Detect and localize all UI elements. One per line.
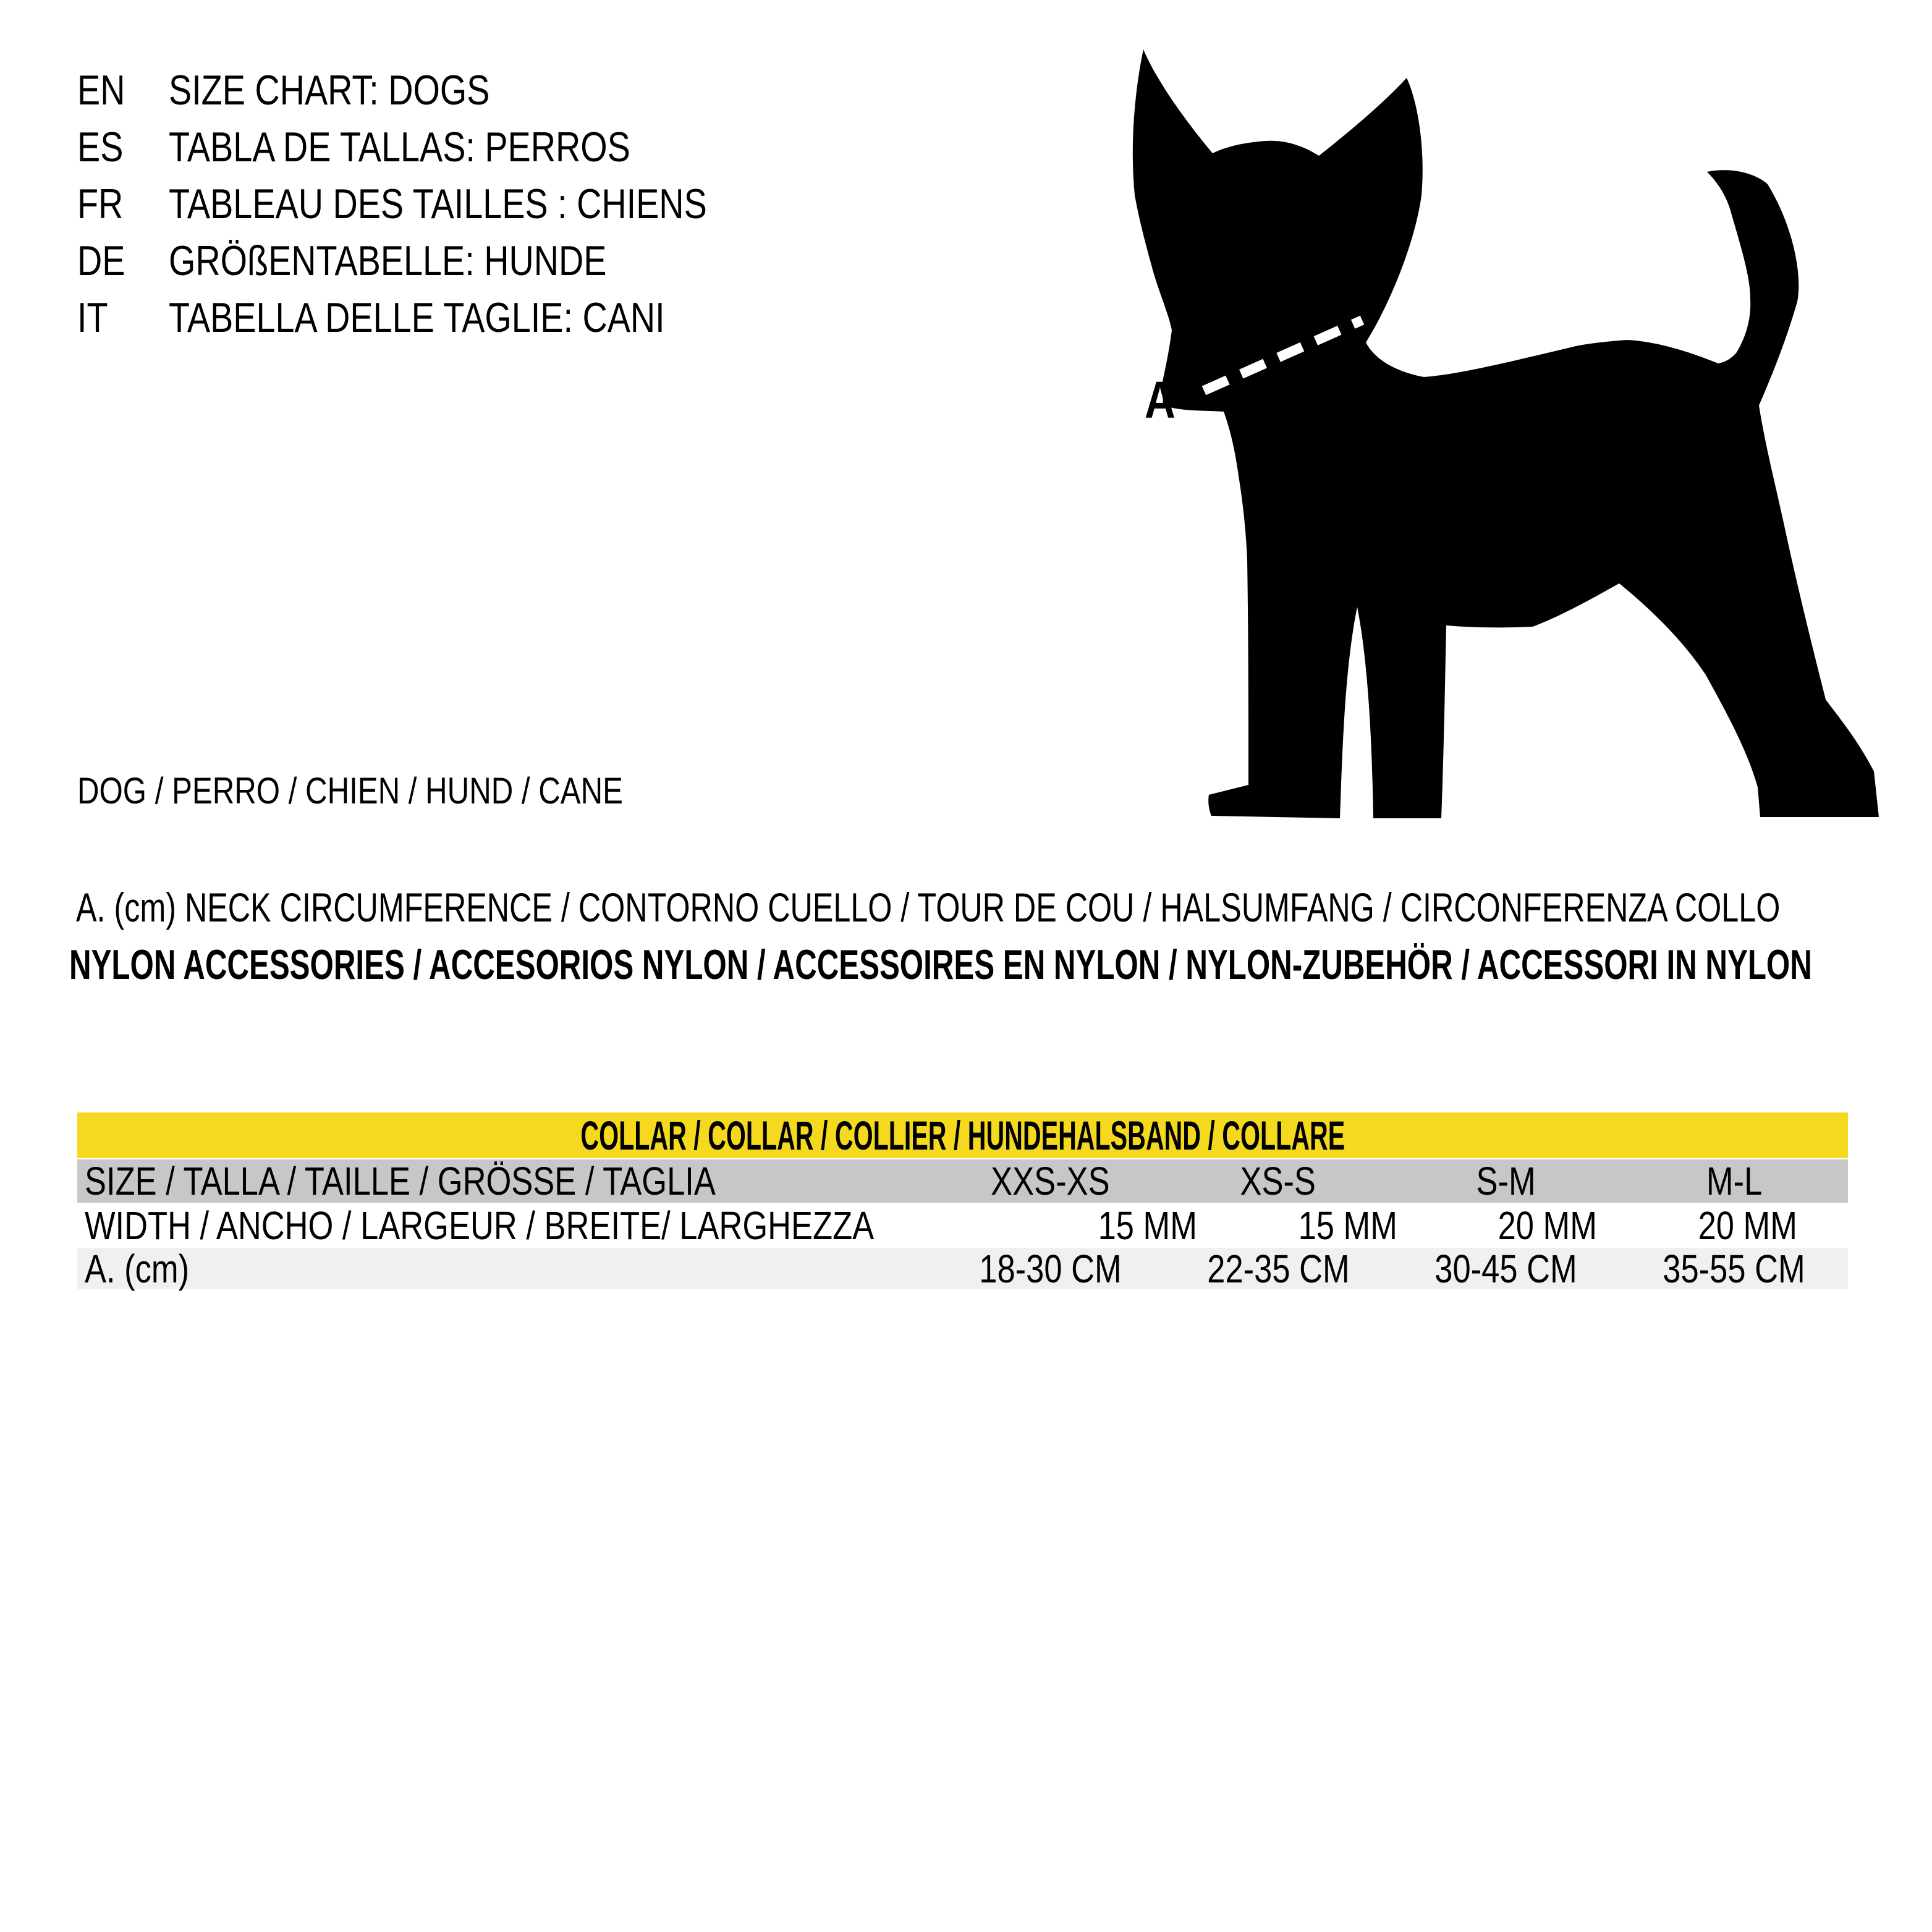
- lang-label: GRÖßENTABELLE: HUNDE: [169, 237, 607, 284]
- table-cell: 15 MM: [1298, 1203, 1397, 1248]
- table-cell: 30-45 CM: [1434, 1246, 1578, 1291]
- table-cell: XS-S: [1240, 1159, 1316, 1203]
- table-row-size: [77, 1159, 1848, 1203]
- table-cell: 18-30 CM: [979, 1246, 1122, 1291]
- lang-row-de: [77, 237, 703, 284]
- measurement-marker-a: A: [1145, 371, 1176, 429]
- table-cell: XXS-XS: [991, 1159, 1110, 1203]
- table-title-bar: [77, 1112, 1848, 1158]
- lang-row-es: [77, 124, 732, 171]
- lang-row-en: [77, 67, 561, 114]
- row-label: SIZE / TALLA / TAILLE / GRÖSSE / TAGLIA: [85, 1159, 716, 1203]
- table-title: COLLAR / COLLAR / COLLIER / HUNDEHALSBAND / COLLARE: [580, 1112, 1345, 1158]
- table-cell: 20 MM: [1498, 1203, 1598, 1248]
- dog-silhouette-image: [1100, 31, 1891, 847]
- lang-code: DE: [77, 237, 125, 284]
- lang-label: TABLEAU DES TAILLES : CHIENS: [169, 180, 707, 227]
- table-row-a-cm: [77, 1248, 1848, 1289]
- neck-circumference-note: A. (cm) NECK CIRCUMFERENCE / CONTORNO CUELLO / TOUR DE COU / HALSUMFANG / CIRCONFERENZA COLLO: [76, 884, 1781, 930]
- lang-code: FR: [77, 180, 124, 227]
- row-values: [936, 1248, 1848, 1289]
- table-cell: 15 MM: [1098, 1203, 1197, 1248]
- lang-code: EN: [77, 67, 125, 114]
- collar-size-table: [77, 1112, 1848, 1289]
- table-row-width: [77, 1203, 1848, 1248]
- lang-code: IT: [77, 294, 108, 341]
- lang-row-it: [77, 294, 774, 341]
- lang-label: SIZE CHART: DOGS: [169, 67, 490, 114]
- table-cell: S-M: [1476, 1159, 1536, 1203]
- row-label: A. (cm): [85, 1246, 190, 1291]
- lang-label: TABELLA DELLE TAGLIE: CANI: [169, 294, 665, 341]
- lang-label: TABLA DE TALLAS: PERROS: [169, 124, 630, 171]
- nylon-accessories-note: NYLON ACCESSORIES / ACCESORIOS NYLON / ACCESSOIRES EN NYLON / NYLON-ZUBEHÖR / ACCESSORI IN NYLON: [69, 941, 1812, 988]
- table-cell: 22-35 CM: [1206, 1246, 1350, 1291]
- dog-caption: DOG / PERRO / CHIEN / HUND / CANE: [77, 770, 623, 811]
- table-cell: 35-55 CM: [1663, 1246, 1805, 1291]
- lang-row-fr: [77, 180, 825, 227]
- table-cell: 20 MM: [1698, 1203, 1798, 1248]
- table-cell: M-L: [1706, 1159, 1762, 1203]
- row-values: [936, 1159, 1848, 1203]
- lang-code: ES: [77, 124, 124, 171]
- row-values: [1048, 1203, 1848, 1248]
- row-label: WIDTH / ANCHO / LARGEUR / BREITE/ LARGHEZZA: [85, 1203, 875, 1248]
